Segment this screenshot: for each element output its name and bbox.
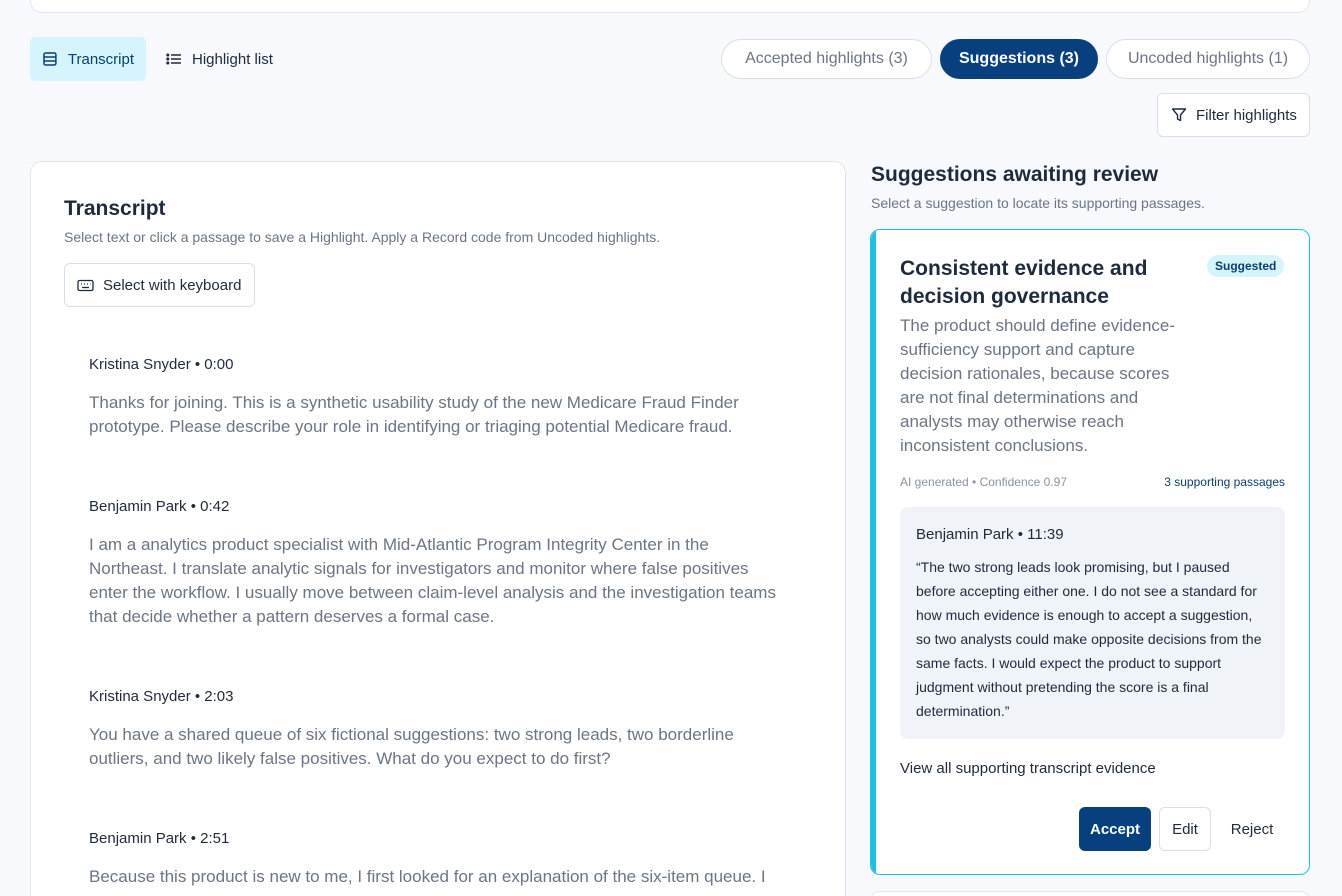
transcript-passage[interactable] bbox=[89, 356, 789, 439]
selected-indicator-bar bbox=[871, 230, 876, 874]
passage-text[interactable]: You have a shared queue of six fictional suggestions: two strong leads, two borderline outliers, and two likely false positives. What do you expect to do first? bbox=[89, 725, 734, 768]
suggestion-card[interactable] bbox=[870, 229, 1310, 875]
edit-button[interactable]: Edit bbox=[1159, 807, 1211, 851]
supporting-passages-link[interactable]: 3 supporting passages bbox=[1164, 475, 1285, 489]
transcript-passage[interactable] bbox=[89, 830, 789, 889]
passage-speaker: Kristina Snyder • 2:03 bbox=[89, 688, 234, 705]
transcript-passage[interactable] bbox=[89, 498, 789, 629]
filter-highlights-label: Filter highlights bbox=[1196, 106, 1297, 124]
reject-button[interactable]: Reject bbox=[1219, 807, 1285, 851]
transcript-view-button[interactable] bbox=[30, 37, 146, 81]
transcript-title: Transcript bbox=[64, 197, 166, 220]
passage-speaker: Benjamin Park • 2:51 bbox=[89, 830, 230, 847]
suggestion-title: Consistent evidence and decision governance bbox=[900, 257, 1148, 308]
supporting-quote[interactable] bbox=[900, 507, 1285, 739]
next-suggestion-card[interactable] bbox=[870, 891, 1310, 896]
suggestions-heading: Suggestions awaiting review bbox=[871, 163, 1159, 186]
select-with-keyboard-button[interactable] bbox=[64, 263, 255, 307]
passage-text[interactable]: Thanks for joining. This is a synthetic usability study of the new Medicare Fraud Finder prototype. Please describe your role in identifying or triaging potential Medicare fraud. bbox=[89, 393, 739, 436]
transcript-subtitle: Select text or click a passage to save a Highlight. Apply a Record code from Uncoded highlights. bbox=[64, 229, 661, 245]
uncoded-highlights-tab[interactable]: Uncoded highlights (1) bbox=[1106, 39, 1310, 79]
transcript-view-label: Transcript bbox=[67, 50, 134, 68]
passage-speaker: Benjamin Park • 0:42 bbox=[89, 498, 230, 515]
highlight-list-label: Highlight list bbox=[192, 50, 273, 68]
select-with-keyboard-label: Select with keyboard bbox=[103, 276, 242, 294]
view-all-evidence-link[interactable]: View all supporting transcript evidence bbox=[900, 760, 1156, 777]
suggestion-description: The product should define evidence-sufficiency support and capture decision rationales, because scores are not final determinations and analysts may otherwise reach inconsistent conclusions. bbox=[900, 316, 1176, 455]
accepted-highlights-tab[interactable]: Accepted highlights (3) bbox=[721, 39, 932, 79]
passage-text[interactable]: Because this product is new to me, I first looked for an explanation of the six-item queue. I bbox=[89, 867, 766, 886]
filter-highlights-button[interactable] bbox=[1157, 93, 1310, 137]
filter-icon bbox=[1171, 107, 1187, 123]
list-icon bbox=[166, 51, 182, 67]
quote-text: “The two strong leads look promising, but I paused before accepting either one. I do not see a standard for how much evidence is enough to accept a suggestion, so two analysts could make opposite decisions from the same facts. I would expect the product to support judgment without pretending the score is a final determination.” bbox=[916, 559, 1262, 719]
suggestions-subheading: Select a suggestion to locate its supporting passages. bbox=[871, 195, 1205, 211]
keyboard-icon bbox=[77, 277, 94, 294]
passage-text[interactable]: I am a analytics product specialist with Mid-Atlantic Program Integrity Center in the Northeast. I translate analytic signals for investigators and monitor where false positives enter the workflow. I usually move between claim-level analysis and the investigation teams that decide whether a pattern deserves a formal case. bbox=[89, 535, 776, 626]
suggestion-meta: AI generated • Confidence 0.97 bbox=[900, 475, 1067, 489]
accept-button[interactable]: Accept bbox=[1079, 807, 1151, 851]
transcript-card bbox=[30, 161, 846, 896]
transcript-passage[interactable] bbox=[89, 688, 789, 771]
quote-speaker: Benjamin Park • 11:39 bbox=[916, 526, 1064, 543]
status-badge: Suggested bbox=[1207, 255, 1284, 277]
passage-speaker: Kristina Snyder • 0:00 bbox=[89, 356, 234, 373]
suggestions-tab[interactable]: Suggestions (3) bbox=[940, 39, 1098, 79]
table-icon bbox=[42, 51, 58, 67]
top-panel bbox=[30, 0, 1310, 13]
highlight-list-view-button[interactable] bbox=[154, 37, 285, 81]
